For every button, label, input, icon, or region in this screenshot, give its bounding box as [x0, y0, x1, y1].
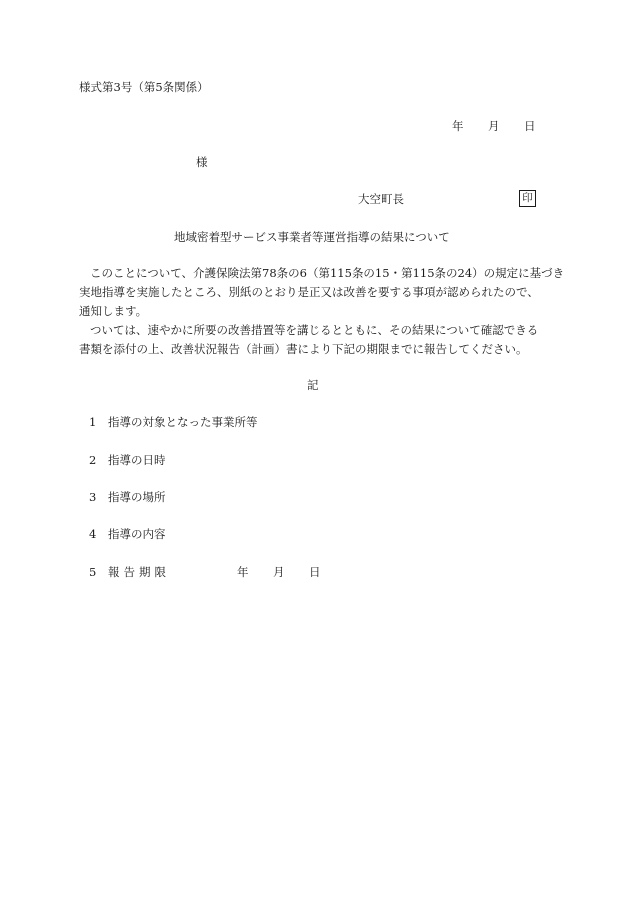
item-number: 1	[89, 415, 97, 429]
item-number: 2	[89, 453, 97, 467]
addressee-suffix: 様	[196, 155, 208, 169]
body-paragraph-2-line-2: 書類を添付の上、改善状況報告（計画）書により下記の期限までに報告してください。	[79, 342, 528, 356]
item-number: 3	[89, 490, 97, 504]
body-paragraph-1-line-2: 実地指導を実施したところ、別紙のとおり是正又は改善を要する事項が認められたので、	[79, 285, 539, 299]
list-item	[89, 417, 258, 429]
deadline-month-label: 月	[273, 565, 285, 579]
list-item	[89, 492, 166, 504]
date-line	[452, 121, 536, 133]
body-text	[79, 264, 565, 359]
date-year-label: 年	[452, 119, 464, 133]
form-number: 様式第3号（第5条関係）	[79, 80, 209, 94]
item-number: 4	[89, 527, 97, 541]
document-title: 地域密着型サービス事業者等運営指導の結果について	[174, 230, 450, 244]
item-label: 指導の対象となった事業所等	[108, 415, 258, 429]
list-item	[89, 455, 166, 467]
seal-stamp: 印	[519, 190, 536, 207]
item-label: 指導の場所	[108, 490, 166, 504]
ki-heading: 記	[307, 378, 319, 392]
body-paragraph-2-line-1: ついては、速やかに所要の改善措置等を講じるとともに、その結果について確認できる	[90, 323, 539, 337]
body-paragraph-1-line-3: 通知します。	[79, 304, 148, 318]
date-month-label: 月	[488, 119, 500, 133]
deadline-year-label: 年	[237, 565, 249, 579]
body-paragraph-1-line-1: このことについて、介護保険法第78条の6（第115条の15・第115条の24）の規定に基づき	[90, 266, 565, 280]
item-label: 報告期限	[108, 565, 170, 579]
deadline-day-label: 日	[309, 565, 321, 579]
item-label: 指導の内容	[108, 527, 166, 541]
item-number: 5	[89, 565, 97, 579]
date-day-label: 日	[524, 119, 536, 133]
item-label: 指導の日時	[108, 453, 166, 467]
issuer-name: 大空町長	[358, 192, 404, 206]
list-item	[89, 529, 166, 541]
list-item	[89, 567, 321, 579]
